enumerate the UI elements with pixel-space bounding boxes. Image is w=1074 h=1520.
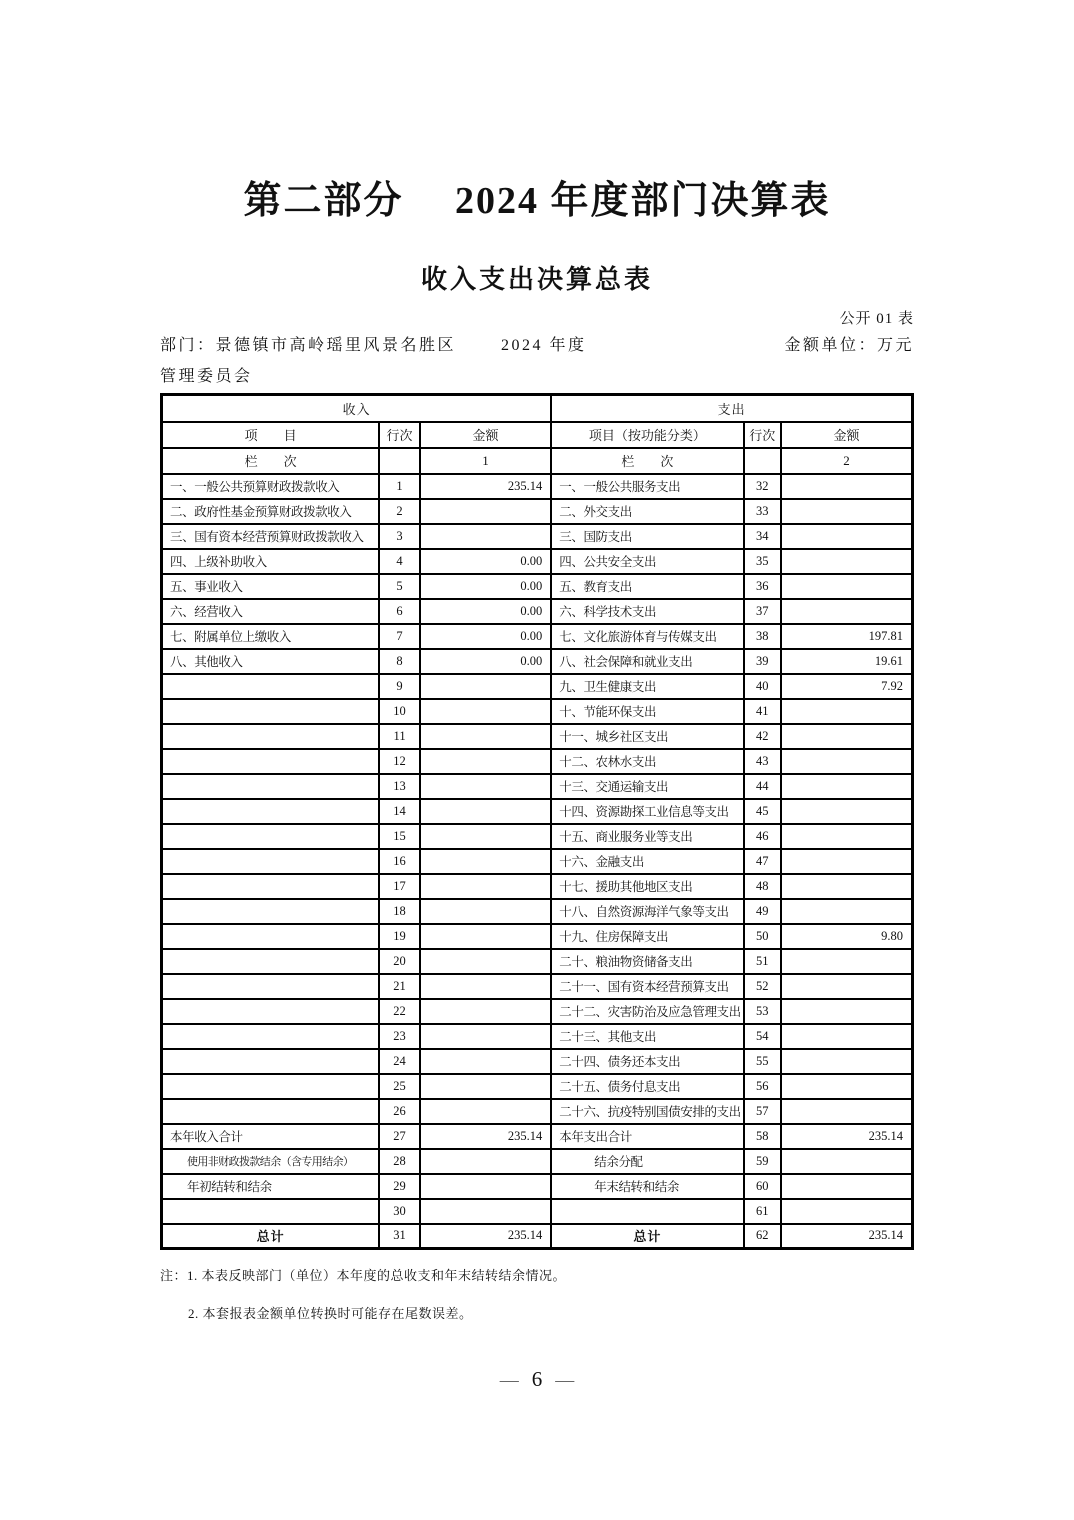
left-rownum-cell: 23 — [379, 1024, 420, 1049]
expense-section-header: 支出 — [551, 395, 912, 422]
right-amount-cell — [781, 1049, 912, 1074]
left-item-cell: 总计 — [162, 1224, 380, 1249]
left-amount-cell — [420, 1099, 551, 1124]
table-row — [162, 574, 913, 599]
left-item-cell: 使用非财政拨款结余（含专用结余） — [162, 1149, 380, 1174]
left-item-cell — [162, 699, 380, 724]
right-rownum-cell: 46 — [744, 824, 782, 849]
left-item-cell — [162, 974, 380, 999]
right-rownum-cell: 42 — [744, 724, 782, 749]
right-amount-cell — [781, 899, 912, 924]
right-amount-cell: 235.14 — [781, 1124, 912, 1149]
budget-summary-table — [160, 393, 914, 1250]
left-rownum-cell: 26 — [379, 1099, 420, 1124]
right-rownum-cell: 50 — [744, 924, 782, 949]
left-amount-cell — [420, 974, 551, 999]
table-row — [162, 674, 913, 699]
table-row — [162, 599, 913, 624]
right-item-cell — [551, 1199, 743, 1224]
left-amount-cell — [420, 774, 551, 799]
table-row — [162, 1074, 913, 1099]
left-rownum-cell: 16 — [379, 849, 420, 874]
left-item-cell — [162, 899, 380, 924]
right-amount-cell — [781, 949, 912, 974]
right-amount-cell — [781, 749, 912, 774]
right-amount-cell: 9.80 — [781, 924, 912, 949]
left-rownum-cell: 25 — [379, 1074, 420, 1099]
expense-rownum-header: 行次 — [744, 422, 782, 448]
left-rownum-cell: 7 — [379, 624, 420, 649]
expense-column-index-label: 栏 次 — [551, 448, 743, 474]
left-item-cell: 本年收入合计 — [162, 1124, 380, 1149]
left-rownum-cell: 21 — [379, 974, 420, 999]
column-index-row — [162, 448, 913, 474]
right-item-cell: 总计 — [551, 1224, 743, 1249]
income-rownum-header: 行次 — [379, 422, 420, 448]
right-amount-cell — [781, 1174, 912, 1199]
income-column-index-label: 栏 次 — [162, 448, 380, 474]
left-rownum-cell: 3 — [379, 524, 420, 549]
right-rownum-cell: 47 — [744, 849, 782, 874]
table-row — [162, 1174, 913, 1199]
right-rownum-cell: 44 — [744, 774, 782, 799]
table-row — [162, 899, 913, 924]
left-rownum-cell: 14 — [379, 799, 420, 824]
right-amount-cell — [781, 524, 912, 549]
right-amount-cell — [781, 474, 912, 499]
right-item-cell: 四、公共安全支出 — [551, 549, 743, 574]
left-item-cell: 二、政府性基金预算财政拨款收入 — [162, 499, 380, 524]
right-item-cell: 十四、资源勘探工业信息等支出 — [551, 799, 743, 824]
left-amount-cell — [420, 924, 551, 949]
right-rownum-cell: 61 — [744, 1199, 782, 1224]
table-row — [162, 949, 913, 974]
column-header-row — [162, 422, 913, 448]
right-rownum-cell: 45 — [744, 799, 782, 824]
table-row — [162, 474, 913, 499]
table-row — [162, 649, 913, 674]
table-row — [162, 824, 913, 849]
table-body — [162, 474, 913, 1249]
income-item-header: 项 目 — [162, 422, 380, 448]
section-header-row — [162, 395, 913, 422]
left-rownum-cell: 2 — [379, 499, 420, 524]
right-rownum-cell: 60 — [744, 1174, 782, 1199]
right-amount-cell — [781, 699, 912, 724]
left-item-cell — [162, 1099, 380, 1124]
left-amount-cell — [420, 874, 551, 899]
left-rownum-cell: 19 — [379, 924, 420, 949]
table-row — [162, 1124, 913, 1149]
left-amount-cell — [420, 999, 551, 1024]
right-item-cell: 二十四、债务还本支出 — [551, 1049, 743, 1074]
left-item-cell — [162, 749, 380, 774]
left-amount-cell — [420, 824, 551, 849]
note-line-1: 注：1. 本表反映部门（单位）本年度的总收支和年末结转结余情况。 — [160, 1268, 567, 1283]
right-amount-cell — [781, 1149, 912, 1174]
right-amount-cell — [781, 874, 912, 899]
right-item-cell: 七、文化旅游体育与传媒支出 — [551, 624, 743, 649]
left-item-cell — [162, 874, 380, 899]
page-number-right-dash: — — [555, 1370, 575, 1391]
left-amount-cell — [420, 849, 551, 874]
expense-amount-header: 金额 — [781, 422, 912, 448]
left-item-cell: 六、经营收入 — [162, 599, 380, 624]
expense-item-header: 项目（按功能分类） — [551, 422, 743, 448]
right-rownum-cell: 49 — [744, 899, 782, 924]
right-item-cell: 结余分配 — [551, 1149, 743, 1174]
left-amount-cell — [420, 799, 551, 824]
right-item-cell: 本年支出合计 — [551, 1124, 743, 1149]
table-row — [162, 1199, 913, 1224]
right-amount-cell — [781, 824, 912, 849]
table-row — [162, 874, 913, 899]
left-rownum-cell: 27 — [379, 1124, 420, 1149]
left-item-cell: 五、事业收入 — [162, 574, 380, 599]
right-amount-cell — [781, 549, 912, 574]
right-item-cell: 十、节能环保支出 — [551, 699, 743, 724]
right-rownum-cell: 57 — [744, 1099, 782, 1124]
right-rownum-cell: 59 — [744, 1149, 782, 1174]
right-amount-cell: 19.61 — [781, 649, 912, 674]
left-amount-cell: 0.00 — [420, 574, 551, 599]
page-number — [160, 1366, 914, 1394]
left-item-cell: 八、其他收入 — [162, 649, 380, 674]
left-rownum-cell: 20 — [379, 949, 420, 974]
left-amount-cell — [420, 1174, 551, 1199]
table-row — [162, 799, 913, 824]
right-rownum-cell: 38 — [744, 624, 782, 649]
meta-row — [160, 330, 914, 392]
right-amount-cell — [781, 774, 912, 799]
left-rownum-cell: 8 — [379, 649, 420, 674]
expense-rownum-blank — [744, 448, 782, 474]
left-amount-cell — [420, 1149, 551, 1174]
right-item-cell: 三、国防支出 — [551, 524, 743, 549]
fiscal-year-label: 2024 年度 — [501, 337, 587, 354]
left-amount-cell — [420, 949, 551, 974]
left-rownum-cell: 6 — [379, 599, 420, 624]
left-amount-cell — [420, 724, 551, 749]
note-line-2: 2. 本套报表金额单位转换时可能存在尾数误差。 — [188, 1306, 473, 1321]
right-rownum-cell: 53 — [744, 999, 782, 1024]
left-amount-cell: 0.00 — [420, 624, 551, 649]
table-row — [162, 524, 913, 549]
left-amount-cell — [420, 699, 551, 724]
table-row — [162, 774, 913, 799]
right-amount-cell — [781, 724, 912, 749]
right-item-cell: 五、教育支出 — [551, 574, 743, 599]
right-rownum-cell: 56 — [744, 1074, 782, 1099]
left-amount-cell: 235.14 — [420, 1224, 551, 1249]
right-item-cell: 十五、商业服务业等支出 — [551, 824, 743, 849]
right-amount-cell — [781, 999, 912, 1024]
left-amount-cell: 0.00 — [420, 599, 551, 624]
right-amount-cell: 235.14 — [781, 1224, 912, 1249]
right-rownum-cell: 39 — [744, 649, 782, 674]
left-amount-cell — [420, 1199, 551, 1224]
right-item-cell: 十八、自然资源海洋气象等支出 — [551, 899, 743, 924]
left-rownum-cell: 4 — [379, 549, 420, 574]
left-rownum-cell: 30 — [379, 1199, 420, 1224]
right-item-cell: 二十、粮油物资储备支出 — [551, 949, 743, 974]
right-amount-cell: 7.92 — [781, 674, 912, 699]
left-item-cell: 四、上级补助收入 — [162, 549, 380, 574]
left-amount-cell — [420, 1049, 551, 1074]
right-amount-cell — [781, 1074, 912, 1099]
right-rownum-cell: 58 — [744, 1124, 782, 1149]
right-rownum-cell: 51 — [744, 949, 782, 974]
right-rownum-cell: 32 — [744, 474, 782, 499]
right-item-cell: 二、外交支出 — [551, 499, 743, 524]
left-rownum-cell: 12 — [379, 749, 420, 774]
table-title: 收入支出决算总表 — [420, 265, 653, 294]
table-row — [162, 1224, 913, 1249]
right-amount-cell — [781, 1099, 912, 1124]
right-rownum-cell: 52 — [744, 974, 782, 999]
left-item-cell — [162, 774, 380, 799]
document-page — [160, 0, 914, 1394]
left-item-cell — [162, 999, 380, 1024]
table-row — [162, 1099, 913, 1124]
page-title: 第二部分 2024 年度部门决算表 — [243, 180, 831, 222]
right-item-cell: 一、一般公共服务支出 — [551, 474, 743, 499]
right-item-cell: 二十三、其他支出 — [551, 1024, 743, 1049]
right-rownum-cell: 37 — [744, 599, 782, 624]
table-row — [162, 1024, 913, 1049]
left-amount-cell — [420, 1024, 551, 1049]
right-item-cell: 十六、金融支出 — [551, 849, 743, 874]
left-rownum-cell: 18 — [379, 899, 420, 924]
left-item-cell: 七、附属单位上缴收入 — [162, 624, 380, 649]
right-item-cell: 年末结转和结余 — [551, 1174, 743, 1199]
right-item-cell: 十一、城乡社区支出 — [551, 724, 743, 749]
right-amount-cell — [781, 499, 912, 524]
table-row — [162, 624, 913, 649]
table-row — [162, 974, 913, 999]
left-amount-cell: 235.14 — [420, 1124, 551, 1149]
doc-label-line — [160, 308, 914, 330]
left-item-cell: 一、一般公共预算财政拨款收入 — [162, 474, 380, 499]
left-rownum-cell: 5 — [379, 574, 420, 599]
page-number-left-dash: — — [499, 1370, 519, 1391]
left-item-cell — [162, 1199, 380, 1224]
income-section-header: 收入 — [162, 395, 552, 422]
left-amount-cell — [420, 899, 551, 924]
right-amount-cell — [781, 849, 912, 874]
right-rownum-cell: 40 — [744, 674, 782, 699]
table-row — [162, 749, 913, 774]
left-item-cell — [162, 724, 380, 749]
table-row — [162, 549, 913, 574]
right-item-cell: 二十六、抗疫特别国债安排的支出 — [551, 1099, 743, 1124]
left-item-cell — [162, 924, 380, 949]
right-rownum-cell: 54 — [744, 1024, 782, 1049]
department-label: 部门：景德镇市高岭瑶里风景名胜区管理委员会 — [160, 337, 457, 385]
right-rownum-cell: 33 — [744, 499, 782, 524]
right-rownum-cell: 62 — [744, 1224, 782, 1249]
right-rownum-cell: 34 — [744, 524, 782, 549]
right-rownum-cell: 41 — [744, 699, 782, 724]
right-item-cell: 十三、交通运输支出 — [551, 774, 743, 799]
right-item-cell: 二十五、债务付息支出 — [551, 1074, 743, 1099]
right-rownum-cell: 43 — [744, 749, 782, 774]
table-row — [162, 924, 913, 949]
left-rownum-cell: 13 — [379, 774, 420, 799]
right-amount-cell — [781, 574, 912, 599]
right-item-cell: 十七、援助其他地区支出 — [551, 874, 743, 899]
left-amount-cell — [420, 524, 551, 549]
left-rownum-cell: 9 — [379, 674, 420, 699]
page-number-value: 6 — [531, 1367, 543, 1391]
left-item-cell — [162, 1049, 380, 1074]
right-item-cell: 十九、住房保障支出 — [551, 924, 743, 949]
left-item-cell — [162, 1074, 380, 1099]
right-item-cell: 六、科学技术支出 — [551, 599, 743, 624]
left-item-cell: 年初结转和结余 — [162, 1174, 380, 1199]
table-row — [162, 499, 913, 524]
right-amount-cell: 197.81 — [781, 624, 912, 649]
left-rownum-cell: 10 — [379, 699, 420, 724]
right-item-cell: 九、卫生健康支出 — [551, 674, 743, 699]
left-rownum-cell: 28 — [379, 1149, 420, 1174]
table-row — [162, 1149, 913, 1174]
left-rownum-cell: 15 — [379, 824, 420, 849]
right-item-cell: 二十二、灾害防治及应急管理支出 — [551, 999, 743, 1024]
income-column-number: 1 — [420, 448, 551, 474]
left-item-cell — [162, 824, 380, 849]
amount-unit-label: 金额单位：万元 — [784, 337, 914, 354]
left-item-cell — [162, 849, 380, 874]
left-item-cell — [162, 799, 380, 824]
right-rownum-cell: 55 — [744, 1049, 782, 1074]
table-row — [162, 699, 913, 724]
table-row — [162, 1049, 913, 1074]
table-row — [162, 724, 913, 749]
table-row — [162, 849, 913, 874]
left-rownum-cell: 31 — [379, 1224, 420, 1249]
left-rownum-cell: 24 — [379, 1049, 420, 1074]
left-rownum-cell: 11 — [379, 724, 420, 749]
right-amount-cell — [781, 799, 912, 824]
left-amount-cell — [420, 499, 551, 524]
left-amount-cell: 0.00 — [420, 649, 551, 674]
left-item-cell — [162, 674, 380, 699]
left-amount-cell — [420, 1074, 551, 1099]
left-item-cell — [162, 949, 380, 974]
right-item-cell: 二十一、国有资本经营预算支出 — [551, 974, 743, 999]
right-amount-cell — [781, 599, 912, 624]
left-amount-cell — [420, 749, 551, 774]
right-item-cell: 十二、农林水支出 — [551, 749, 743, 774]
income-rownum-blank — [379, 448, 420, 474]
right-rownum-cell: 36 — [744, 574, 782, 599]
right-rownum-cell: 48 — [744, 874, 782, 899]
left-amount-cell: 0.00 — [420, 549, 551, 574]
left-amount-cell — [420, 674, 551, 699]
right-amount-cell — [781, 974, 912, 999]
right-item-cell: 八、社会保障和就业支出 — [551, 649, 743, 674]
notes-block — [160, 1266, 914, 1324]
public-table-label: 公开 01 表 — [839, 311, 914, 327]
left-item-cell: 三、国有资本经营预算财政拨款收入 — [162, 524, 380, 549]
left-item-cell — [162, 1024, 380, 1049]
table-row — [162, 999, 913, 1024]
right-amount-cell — [781, 1199, 912, 1224]
income-amount-header: 金额 — [420, 422, 551, 448]
left-amount-cell: 235.14 — [420, 474, 551, 499]
left-rownum-cell: 22 — [379, 999, 420, 1024]
left-rownum-cell: 1 — [379, 474, 420, 499]
left-rownum-cell: 17 — [379, 874, 420, 899]
left-rownum-cell: 29 — [379, 1174, 420, 1199]
right-rownum-cell: 35 — [744, 549, 782, 574]
right-amount-cell — [781, 1024, 912, 1049]
expense-column-number: 2 — [781, 448, 912, 474]
